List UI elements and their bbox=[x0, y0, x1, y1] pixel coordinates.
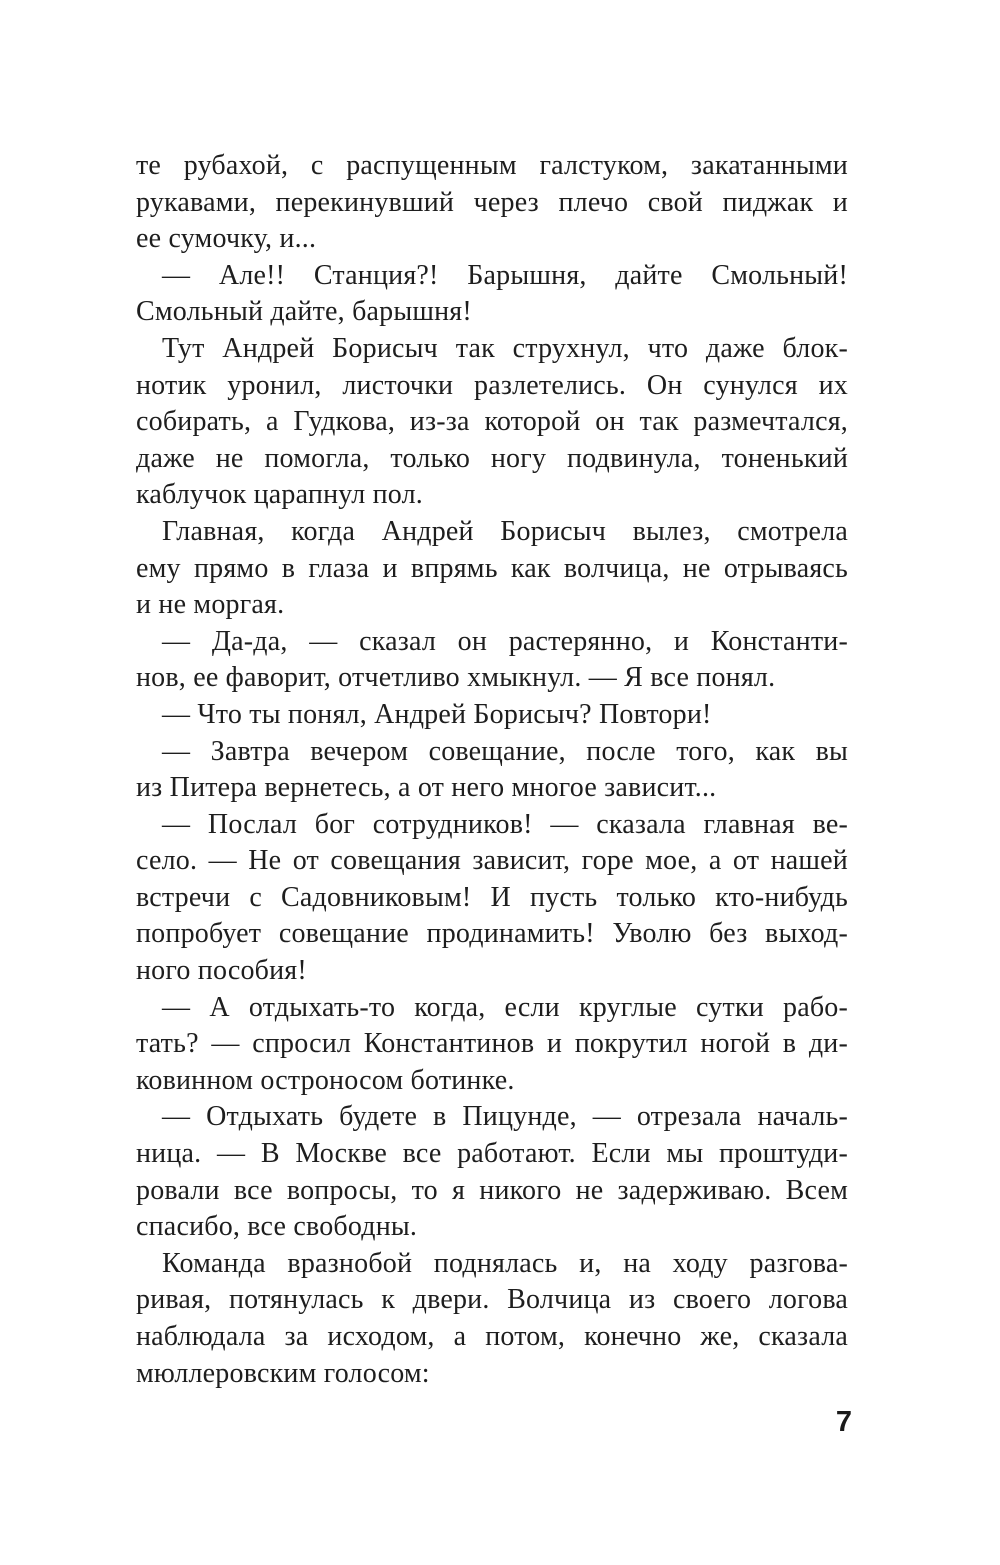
text-line: ровали все вопросы, то я никого не задерживаю. Всем bbox=[136, 1174, 848, 1206]
text-line: село. — Не от совещания зависит, горе мое, а от нашей bbox=[136, 845, 848, 877]
text-line: Главная, когда Андрей Борисыч вылез, смотрела bbox=[162, 515, 848, 547]
text-line: из Питера вернетесь, а от него многое зависит... bbox=[136, 772, 717, 804]
text-line: собирать, а Гудкова, из-за которой он так размечтался, bbox=[136, 406, 848, 438]
text-line: — Послал бог сотрудников! — сказала главная ве- bbox=[162, 808, 848, 840]
text-line: — Отдыхать будете в Пицунде, — отрезала началь- bbox=[162, 1101, 848, 1133]
text-line: мюллеровским голосом: bbox=[136, 1357, 430, 1389]
text-line: рукавами, перекинувший через плечо свой пиджак и bbox=[136, 186, 848, 218]
text-line: наблюдала за исходом, а потом, конечно же, сказала bbox=[136, 1321, 848, 1352]
book-page-text bbox=[136, 148, 848, 1392]
text-line: нов, ее фаворит, отчетливо хмыкнул. — Я все понял. bbox=[136, 662, 776, 694]
text-line: — Але!! Станция?! Барышня, дайте Смольный! bbox=[162, 259, 848, 291]
text-line: ковинном остроносом ботинке. bbox=[136, 1064, 515, 1096]
text-line: — Да-да, — сказал он растерянно, и Константи- bbox=[162, 625, 848, 657]
text-line: даже не помогла, только ногу подвинула, тоненький bbox=[136, 442, 848, 474]
text-line: — Завтра вечером совещание, после того, как вы bbox=[162, 735, 848, 767]
text-line: попробует совещание продинамить! Уволю без выход- bbox=[136, 918, 848, 950]
text-line: ного пособия! bbox=[136, 955, 307, 987]
text-line: встречи с Садовниковым! И пусть только кто-нибудь bbox=[136, 881, 848, 913]
text-line: и не моргая. bbox=[136, 589, 285, 621]
text-line: Команда вразнобой поднялась и, на ходу разгова- bbox=[162, 1247, 848, 1279]
text-line: каблучок царапнул пол. bbox=[136, 479, 423, 511]
text-line: — А отдыхать-то когда, если круглые сутки рабо- bbox=[162, 991, 848, 1023]
page-number: 7 bbox=[835, 1406, 852, 1438]
text-line: Тут Андрей Борисыч так струхнул, что даже блок- bbox=[162, 332, 848, 364]
text-line: нотик уронил, листочки разлетелись. Он сунулся их bbox=[136, 369, 848, 401]
text-line: тать? — спросил Константинов и покрутил ногой в ди- bbox=[136, 1028, 848, 1060]
text-line: Смольный дайте, барышня! bbox=[136, 296, 472, 328]
text-line: те рубахой, с распущенным галстуком, закатанными bbox=[136, 150, 848, 181]
text-line: спасибо, все свободны. bbox=[136, 1211, 418, 1243]
text-line: — Что ты понял, Андрей Борисыч? Повтори! bbox=[162, 698, 712, 730]
text-line: ее сумочку, и... bbox=[136, 223, 317, 255]
text-line: ривая, потянулась к двери. Волчица из своего логова bbox=[136, 1284, 848, 1316]
text-line: ему прямо в глаза и впрямь как волчица, не отрываясь bbox=[136, 552, 848, 584]
text-line: ница. — В Москве все работают. Если мы проштуди- bbox=[136, 1138, 848, 1170]
